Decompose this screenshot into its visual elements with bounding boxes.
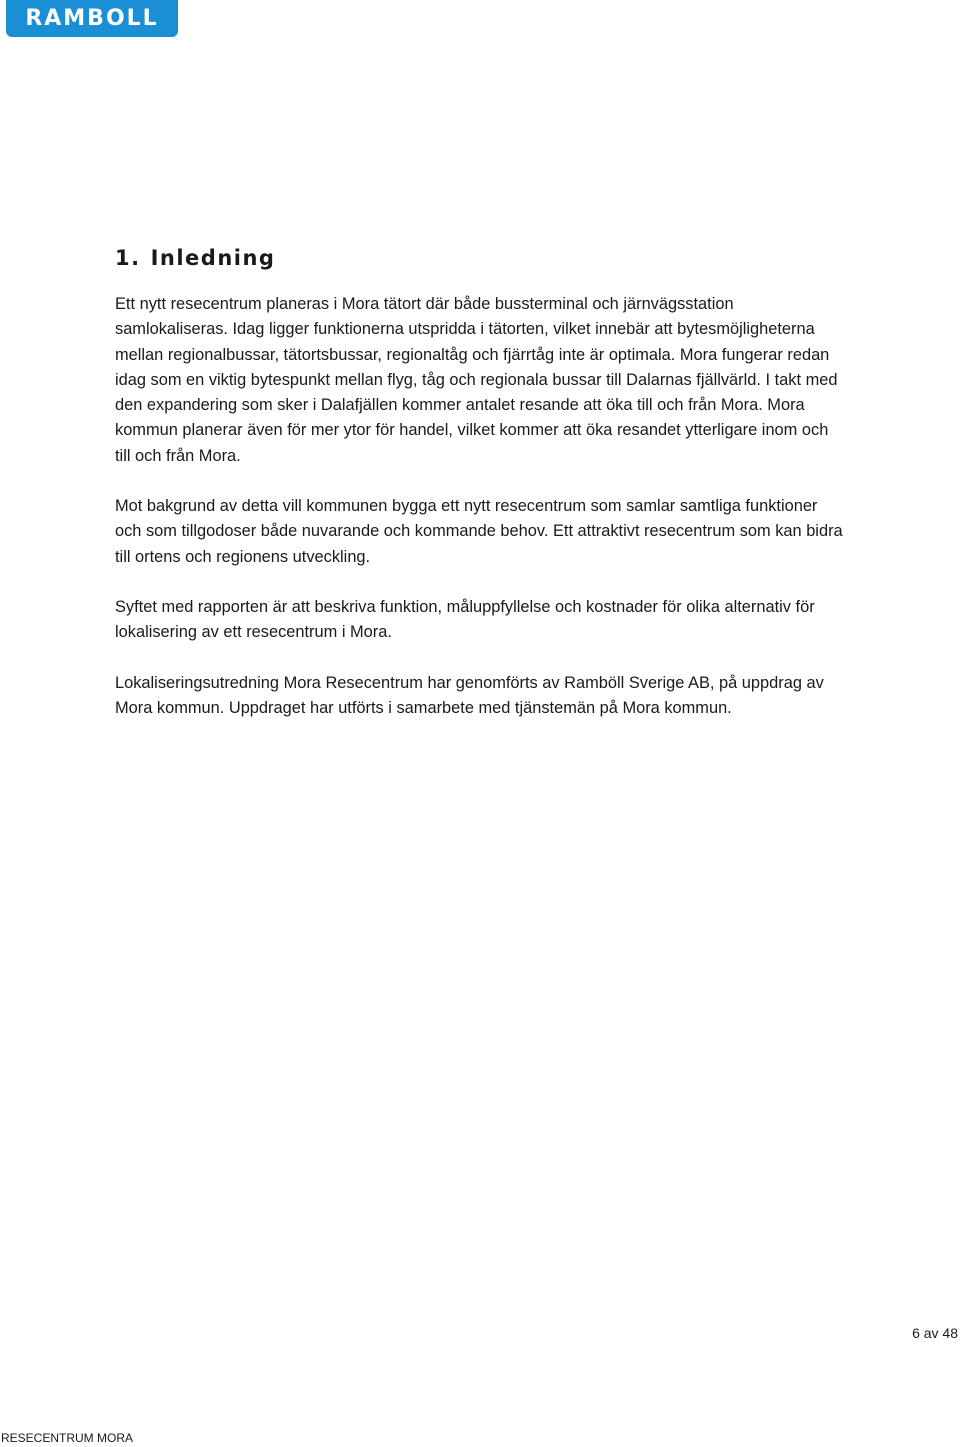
paragraph-4: Lokaliseringsutredning Mora Resecentrum har genomförts av Ramböll Sverige AB, på uppdrag av Mora kommun. Uppdraget har utförts i samarbete med tjänstemän på Mora kommun. (115, 673, 824, 717)
page-number: 6 av 48 (912, 1325, 958, 1341)
section-heading (115, 246, 275, 270)
paragraph-2: Mot bakgrund av detta vill kommunen bygga ett nytt resecentrum som samlar samtliga funktioner och som tillgodoser både nuvarande och kommande behov. Ett attraktivt resecentrum som kan bidra till ortens och regionens utveckling. (115, 497, 843, 566)
footer-doc-title: RESECENTRUM MORA (1, 1431, 134, 1445)
paragraph-3: Syftet med rapporten är att beskriva funktion, måluppfyllelse och kostnader för olika alternativ för lokalisering av ett resecentrum i Mora. (115, 597, 815, 642)
logo-text: RAMBOLL (25, 5, 159, 31)
section-title: Inledning (150, 246, 276, 270)
ramboll-logo (6, 0, 178, 37)
body-text (115, 292, 845, 746)
section-number: 1. (115, 246, 141, 270)
paragraph-1: Ett nytt resecentrum planeras i Mora tätort där både bussterminal och järnvägsstation samlokaliseras. Idag ligger funktionerna utspridda i tätorten, vilket innebär att bytesmöjligheterna mellan regionalbussar, tätortsbussar, regionaltåg och fjärrtåg inte är optimala. Mora fungerar redan idag som en viktig bytespunkt mellan flyg, tåg och regionala bussar till Dalarnas fjällvärld. I takt med den expandering som sker i Dalafjällen kommer antalet resande att öka till och från Mora. Mora kommun planerar även för mer ytor för handel, vilket kommer att öka resandet ytterligare inom och till och från Mora. (115, 295, 838, 465)
